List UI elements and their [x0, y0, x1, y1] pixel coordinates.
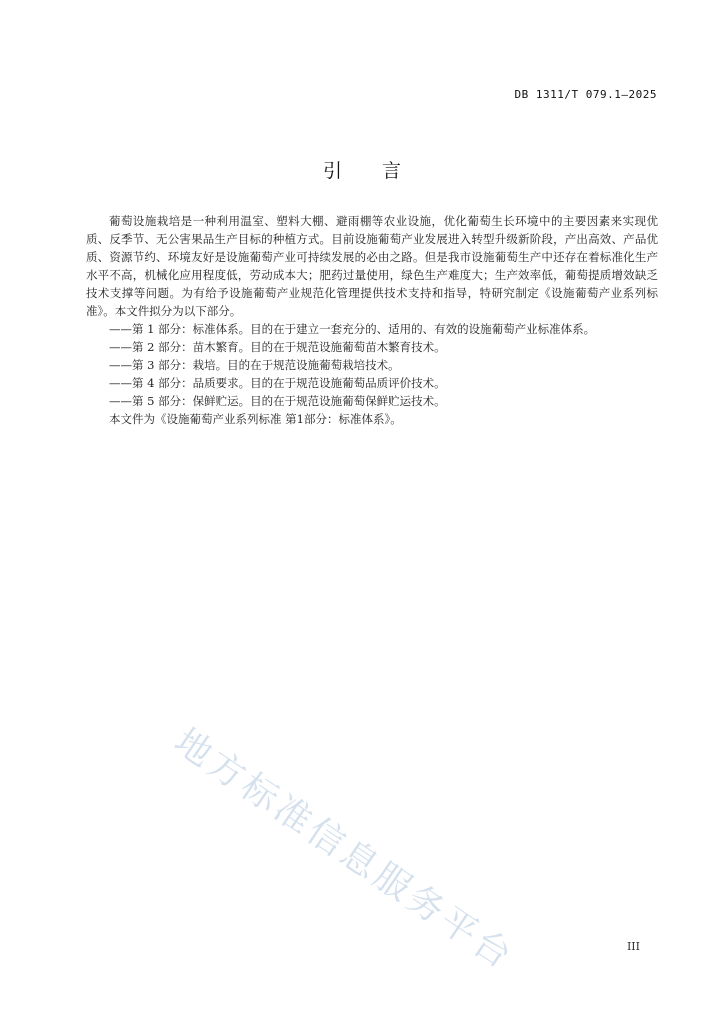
closing-note: 本文件为《设施葡萄产业系列标准 第1部分：标准体系》。 [109, 412, 402, 426]
section-title [0, 156, 724, 183]
part-item-1: ——第 1 部分：标准体系。目的在于建立一套充分的、适用的、有效的设施葡萄产业标准体系。 [109, 322, 596, 336]
document-body [86, 212, 658, 428]
title-char-2: 言 [382, 160, 402, 182]
title-char-1: 引 [322, 160, 342, 182]
part-item-4: ——第 4 部分：品质要求。目的在于规范设施葡萄品质评价技术。 [109, 376, 446, 390]
document-code: DB 1311/T 079.1—2025 [514, 88, 657, 101]
part-item-3: ——第 3 部分：栽培。目的在于规范设施葡萄栽培技术。 [109, 358, 400, 372]
page-number: III [626, 940, 640, 953]
part-item-5: ——第 5 部分：保鲜贮运。目的在于规范设施葡萄保鲜贮运技术。 [109, 394, 446, 408]
intro-paragraph: 葡萄设施栽培是一种利用温室、塑料大棚、避雨棚等农业设施，优化葡萄生长环境中的主要因素来实现优质、反季节、无公害果品生产目标的种植方式。目前设施葡萄产业发展进入转型升级新阶段，产出高效、产品优质、资源节约、环境友好是设施葡萄产业可持续发展的必由之路。但是我市设施葡萄生产中还存在着标准化生产水平不高，机械化应用程度低，劳动成本大；肥药过量使用，绿色生产难度大；生产效率低，葡萄提质增效缺乏技术支撑等问题。为有给予设施葡萄产业规范化管理提供技术支持和指导，特研究制定《设施葡萄产业系列标准》。本文件拟分为以下部分。 [86, 214, 658, 318]
part-item-2: ——第 2 部分：苗木繁育。目的在于规范设施葡萄苗木繁育技术。 [109, 340, 446, 354]
watermark: 地方标准信息服务平台 [166, 720, 522, 979]
